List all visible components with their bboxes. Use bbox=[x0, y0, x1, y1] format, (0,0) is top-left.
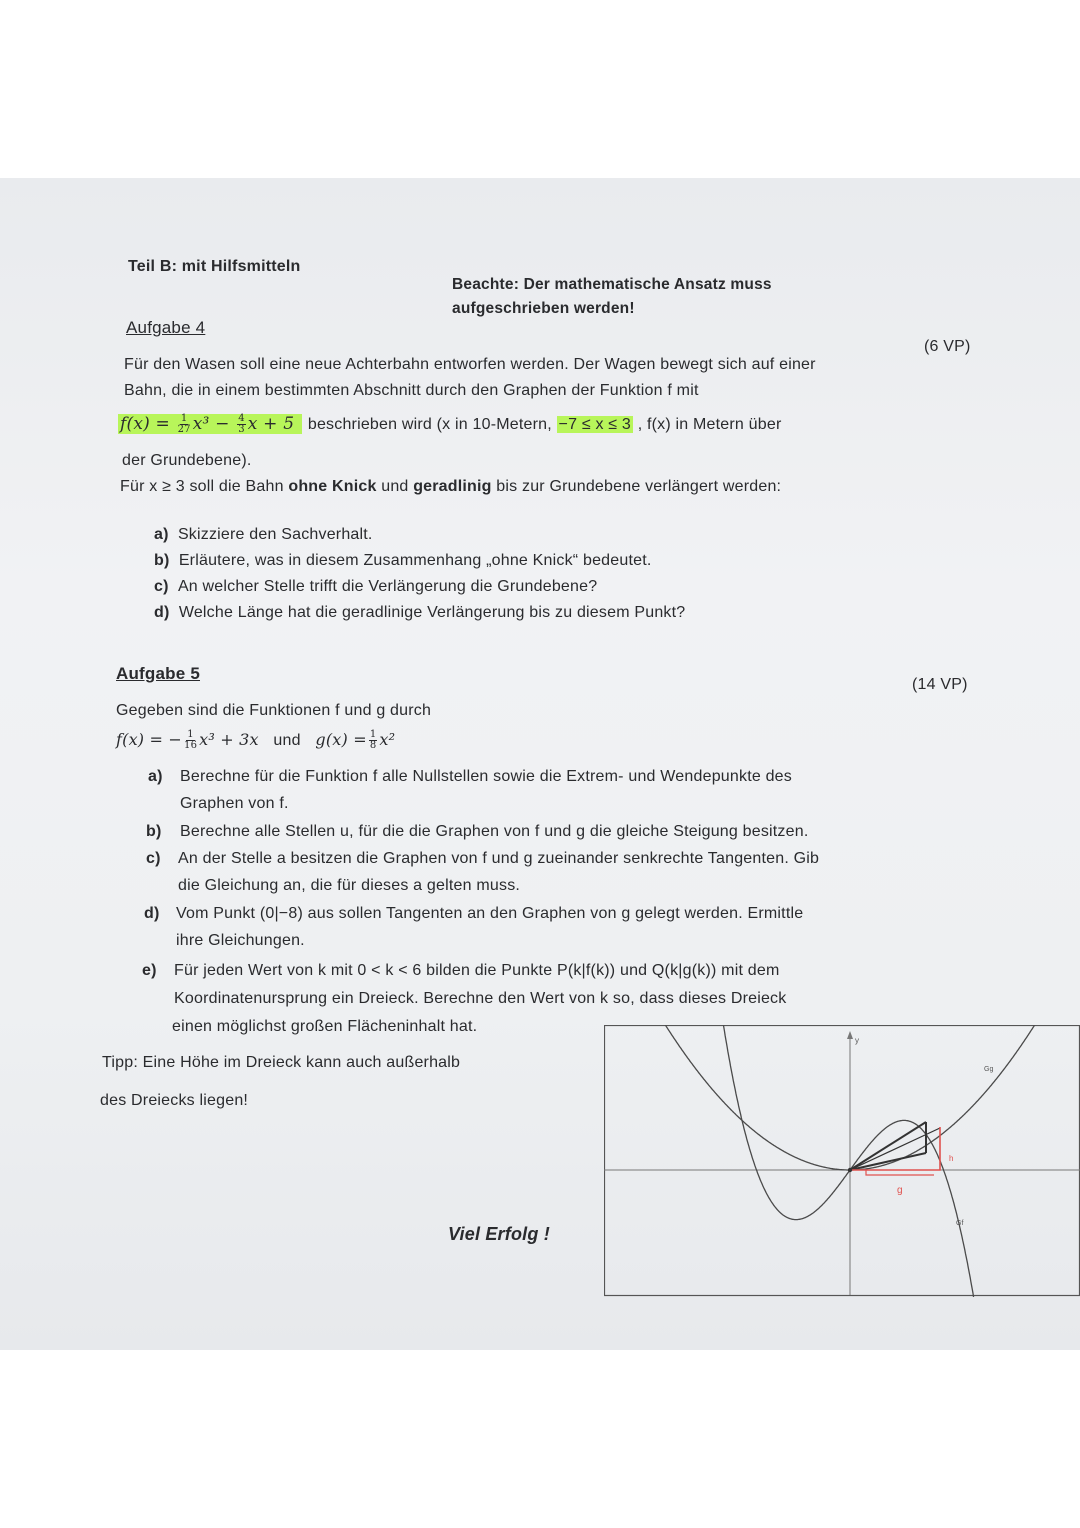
task4-line3-b: , f(x) in Metern über bbox=[637, 416, 782, 433]
cubic-f bbox=[723, 1025, 974, 1297]
task5-points: (14 VP) bbox=[912, 676, 968, 693]
y-axis-label: y bbox=[855, 1036, 859, 1045]
task4-item-a: a) Skizziere den Sachverhalt. bbox=[154, 526, 373, 543]
task5-functions: f(x) = − $\frac{1}{16}$ x³ + 3x und g(x) = $\frac{1}{8}$ x² bbox=[116, 729, 396, 751]
task4-domain: −7 ≤ x ≤ 3 bbox=[558, 416, 632, 433]
height-label: h bbox=[949, 1154, 954, 1163]
task5-b-line1: Berechne alle Stellen u, für die die Graphen von f und g die gleiche Steigung besitzen. bbox=[180, 823, 809, 840]
task5-c-line2: die Gleichung an, die für dieses a gelten muss. bbox=[178, 877, 521, 894]
task5-e-line1: Für jeden Wert von k mit 0 < k < 6 bilden die Punkte P(k|f(k)) und Q(k|g(k)) mit dem bbox=[174, 962, 780, 979]
fx-term-2: x + 5 bbox=[247, 414, 295, 434]
task4-item-b: b) Erläutere, was in diesem Zusammenhang „ohne Knick“ bedeutet. bbox=[154, 552, 652, 569]
task5-d-line2: ihre Gleichungen. bbox=[176, 932, 305, 949]
task4-title: Aufgabe 4 bbox=[126, 318, 206, 337]
task5-e-label: e) bbox=[142, 962, 157, 979]
task4-line5: Für x ≥ 3 soll die Bahn ohne Knick und geradlinig bis zur Grundebene verlängert werden: bbox=[120, 478, 782, 495]
y-axis-arrow bbox=[847, 1031, 853, 1039]
base-label: g bbox=[897, 1185, 903, 1196]
triangle-side-op bbox=[850, 1122, 926, 1170]
task4-line2: Bahn, die in einem bestimmten Abschnitt durch den Graphen der Funktion f mit bbox=[124, 382, 699, 399]
task5-a-line1: Berechne für die Funktion f alle Nullstellen sowie die Extrem- und Wendepunkte des bbox=[180, 768, 792, 785]
task5-c-label: c) bbox=[146, 850, 161, 867]
task5-a-line2: Graphen von f. bbox=[180, 795, 289, 812]
task5-intro: Gegeben sind die Funktionen f und g durch bbox=[116, 702, 432, 719]
task5-e-line3: einen möglichst großen Flächeninhalt hat. bbox=[172, 1018, 478, 1035]
task5-b-label: b) bbox=[146, 823, 162, 840]
task5-a-label: a) bbox=[148, 768, 163, 785]
task5-c-line1: An der Stelle a besitzen die Graphen von f und g zueinander senkrechte Tangenten. Gib bbox=[178, 850, 820, 867]
task4-line3-a: beschrieben wird (x in 10-Metern, bbox=[307, 416, 552, 433]
note-line-2: aufgeschrieben werden! bbox=[452, 300, 635, 317]
function-graph bbox=[604, 1025, 1080, 1297]
closing-text: Viel Erfolg ! bbox=[448, 1224, 550, 1244]
fx-lhs: f(x) = bbox=[120, 414, 170, 434]
part-heading: Teil B: mit Hilfsmitteln bbox=[128, 258, 301, 275]
fx-term-1: x³ − bbox=[192, 414, 230, 434]
task4-line1: Für den Wasen soll eine neue Achterbahn entworfen werden. Der Wagen bewegt sich auf einer bbox=[124, 356, 816, 373]
task5-title: Aufgabe 5 bbox=[116, 664, 200, 683]
task5-e-line2: Koordinatenursprung ein Dreieck. Berechne den Wert von k so, dass dieses Dreieck bbox=[174, 990, 787, 1007]
gf-label: Gf bbox=[956, 1220, 964, 1227]
origin-point bbox=[848, 1168, 852, 1172]
note-line-1: Beachte: Der mathematische Ansatz muss bbox=[452, 276, 772, 293]
tip-line2: des Dreiecks liegen! bbox=[100, 1092, 249, 1109]
task5-d-line1: Vom Punkt (0|−8) aus sollen Tangenten an den Graphen von g gelegt werden. Ermittle bbox=[176, 905, 804, 922]
task4-points: (6 VP) bbox=[924, 338, 971, 355]
task5-g: g(x) = $\frac{1}{8}$ x² bbox=[315, 729, 396, 751]
task5-f: f(x) = − $\frac{1}{16}$ x³ + 3x bbox=[116, 729, 259, 751]
fx-fraction-2: $\frac{4}{3}$ bbox=[238, 413, 245, 435]
task4-function-line bbox=[118, 414, 782, 435]
graph-frame bbox=[605, 1026, 1080, 1296]
task5-d-label: d) bbox=[144, 905, 160, 922]
task4-item-d: d) Welche Länge hat die geradlinige Verlängerung bis zu diesem Punkt? bbox=[154, 604, 686, 621]
tip-line1: Tipp: Eine Höhe im Dreieck kann auch außerhalb bbox=[102, 1054, 461, 1071]
task4-function bbox=[118, 414, 302, 434]
task4-line4: der Grundebene). bbox=[122, 452, 252, 469]
fx-fraction-1: $\frac{1}{27}$ bbox=[177, 413, 191, 435]
task4-item-c: c) An welcher Stelle trifft die Verlängerung die Grundebene? bbox=[154, 578, 598, 595]
gg-label: Gg bbox=[984, 1066, 994, 1073]
